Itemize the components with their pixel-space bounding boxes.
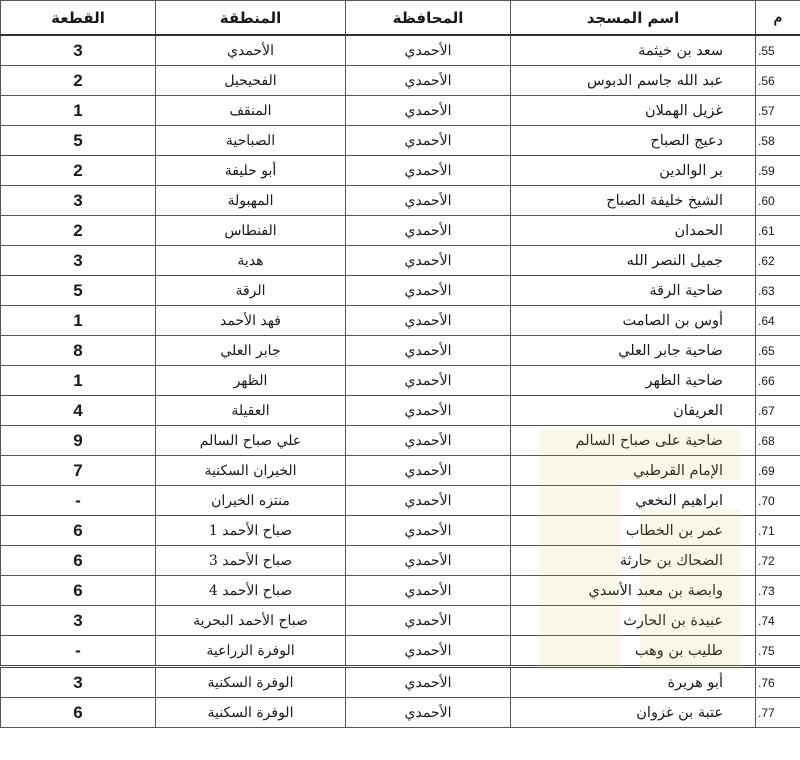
region-cell: علي صباح السالم xyxy=(156,426,346,456)
plot-cell: 1 xyxy=(1,306,156,336)
region-cell: الوفرة السكنية xyxy=(156,698,346,728)
table-row xyxy=(1,156,800,186)
index-cell: .72 xyxy=(756,546,800,576)
table-row xyxy=(1,96,800,126)
plot-cell: 5 xyxy=(1,126,156,156)
mosque-name-cell: ضاحية الظهر xyxy=(511,366,756,396)
mosque-name-cell: وابصة بن معبد الأسدي xyxy=(511,576,756,606)
mosque-name-cell: عبد الله جاسم الدبوس xyxy=(511,66,756,96)
plot-cell: 3 xyxy=(1,186,156,216)
mosque-name-cell: جميل النصر الله xyxy=(511,246,756,276)
table-row xyxy=(1,486,800,516)
governorate-cell: الأحمدي xyxy=(346,35,511,66)
region-cell: صباح الأحمد 1 xyxy=(156,516,346,546)
plot-cell: 5 xyxy=(1,276,156,306)
table-row xyxy=(1,276,800,306)
mosque-name-cell: العريفان xyxy=(511,396,756,426)
index-cell: .75 xyxy=(756,636,800,667)
table-row xyxy=(1,35,800,66)
governorate-cell: الأحمدي xyxy=(346,306,511,336)
table-row xyxy=(1,306,800,336)
plot-cell: 3 xyxy=(1,606,156,636)
index-cell: .58 xyxy=(756,126,800,156)
mosque-name-cell: دعيج الصباح xyxy=(511,126,756,156)
region-cell: الوفرة السكنية xyxy=(156,667,346,698)
index-cell: .67 xyxy=(756,396,800,426)
governorate-cell: الأحمدي xyxy=(346,186,511,216)
index-cell: .65 xyxy=(756,336,800,366)
governorate-cell: الأحمدي xyxy=(346,276,511,306)
mosque-name-cell: ابراهيم النخعي xyxy=(511,486,756,516)
plot-cell: 1 xyxy=(1,96,156,126)
table-row xyxy=(1,66,800,96)
mosque-name-cell: بر الوالدين xyxy=(511,156,756,186)
governorate-cell: الأحمدي xyxy=(346,636,511,667)
region-cell: الأحمدي xyxy=(156,35,346,66)
governorate-cell: الأحمدي xyxy=(346,486,511,516)
table-row xyxy=(1,186,800,216)
region-cell: المهبولة xyxy=(156,186,346,216)
governorate-cell: الأحمدي xyxy=(346,366,511,396)
table-row xyxy=(1,246,800,276)
table-row xyxy=(1,366,800,396)
index-cell: .62 xyxy=(756,246,800,276)
table-row xyxy=(1,636,800,667)
governorate-cell: الأحمدي xyxy=(346,698,511,728)
header-mosque-name: اسم المسجد xyxy=(511,1,756,36)
plot-cell: 6 xyxy=(1,546,156,576)
region-cell: منتزه الخيران xyxy=(156,486,346,516)
region-cell: المنقف xyxy=(156,96,346,126)
plot-cell: 2 xyxy=(1,66,156,96)
table-row xyxy=(1,336,800,366)
table-row xyxy=(1,516,800,546)
plot-cell: 9 xyxy=(1,426,156,456)
table-body xyxy=(1,35,800,728)
header-index: م xyxy=(756,1,800,36)
index-cell: .73 xyxy=(756,576,800,606)
mosque-name-cell: أوس بن الصامت xyxy=(511,306,756,336)
region-cell: أبو حليفة xyxy=(156,156,346,186)
index-cell: .61 xyxy=(756,216,800,246)
table-row xyxy=(1,576,800,606)
index-cell: .66 xyxy=(756,366,800,396)
index-cell: .56 xyxy=(756,66,800,96)
table-row xyxy=(1,216,800,246)
region-cell: الوفرة الزراعية xyxy=(156,636,346,667)
region-cell: الرقة xyxy=(156,276,346,306)
table-row xyxy=(1,546,800,576)
plot-cell: 6 xyxy=(1,576,156,606)
plot-cell: 3 xyxy=(1,35,156,66)
region-cell: الظهر xyxy=(156,366,346,396)
region-cell: صباح الأحمد 4 xyxy=(156,576,346,606)
region-cell: فهد الأحمد xyxy=(156,306,346,336)
index-cell: .57 xyxy=(756,96,800,126)
index-cell: .63 xyxy=(756,276,800,306)
table-header-row xyxy=(1,1,800,36)
table-row xyxy=(1,606,800,636)
region-cell: صباح الأحمد البحرية xyxy=(156,606,346,636)
header-governorate: المحافظة xyxy=(346,1,511,36)
governorate-cell: الأحمدي xyxy=(346,96,511,126)
table-row xyxy=(1,667,800,698)
mosque-name-cell: عبيدة بن الحارث xyxy=(511,606,756,636)
governorate-cell: الأحمدي xyxy=(346,66,511,96)
mosque-name-cell: غزيل الهملان xyxy=(511,96,756,126)
mosque-name-cell: عمر بن الخطاب xyxy=(511,516,756,546)
governorate-cell: الأحمدي xyxy=(346,606,511,636)
mosque-name-cell: ضاحية الرقة xyxy=(511,276,756,306)
table-row xyxy=(1,126,800,156)
header-plot: القطعة xyxy=(1,1,156,36)
region-cell: الخيران السكنية xyxy=(156,456,346,486)
plot-cell: 3 xyxy=(1,246,156,276)
plot-cell: 6 xyxy=(1,516,156,546)
plot-cell: 7 xyxy=(1,456,156,486)
governorate-cell: الأحمدي xyxy=(346,426,511,456)
index-cell: .68 xyxy=(756,426,800,456)
governorate-cell: الأحمدي xyxy=(346,126,511,156)
governorate-cell: الأحمدي xyxy=(346,336,511,366)
plot-cell: 2 xyxy=(1,216,156,246)
governorate-cell: الأحمدي xyxy=(346,516,511,546)
mosque-name-cell: الضحاك بن حارثة xyxy=(511,546,756,576)
table-row xyxy=(1,456,800,486)
index-cell: .70 xyxy=(756,486,800,516)
region-cell: الفنطاس xyxy=(156,216,346,246)
header-region: المنطقة xyxy=(156,1,346,36)
mosque-name-cell: عتبة بن غزوان xyxy=(511,698,756,728)
index-cell: .60 xyxy=(756,186,800,216)
region-cell: العقيلة xyxy=(156,396,346,426)
governorate-cell: الأحمدي xyxy=(346,396,511,426)
region-cell: هدية xyxy=(156,246,346,276)
mosque-name-cell: ضاحية جابر العلي xyxy=(511,336,756,366)
region-cell: جابر العلي xyxy=(156,336,346,366)
region-cell: صباح الأحمد 3 xyxy=(156,546,346,576)
table-row xyxy=(1,426,800,456)
table-row xyxy=(1,396,800,426)
index-cell: .76 xyxy=(756,667,800,698)
plot-cell: 2 xyxy=(1,156,156,186)
governorate-cell: الأحمدي xyxy=(346,576,511,606)
region-cell: الصباحية xyxy=(156,126,346,156)
index-cell: .55 xyxy=(756,35,800,66)
governorate-cell: الأحمدي xyxy=(346,546,511,576)
table-row xyxy=(1,698,800,728)
plot-cell: 6 xyxy=(1,698,156,728)
mosque-name-cell: ضاحية على صباح السالم xyxy=(511,426,756,456)
mosque-name-cell: أبو هريرة xyxy=(511,667,756,698)
plot-cell: 3 xyxy=(1,667,156,698)
plot-cell: 4 xyxy=(1,396,156,426)
governorate-cell: الأحمدي xyxy=(346,246,511,276)
region-cell: الفحيحيل xyxy=(156,66,346,96)
index-cell: .74 xyxy=(756,606,800,636)
index-cell: .69 xyxy=(756,456,800,486)
mosque-name-cell: طليب بن وهب xyxy=(511,636,756,667)
mosque-name-cell: سعد بن خيثمة xyxy=(511,35,756,66)
governorate-cell: الأحمدي xyxy=(346,667,511,698)
mosque-name-cell: الإمام القرطبي xyxy=(511,456,756,486)
index-cell: .77 xyxy=(756,698,800,728)
governorate-cell: الأحمدي xyxy=(346,456,511,486)
plot-cell: 1 xyxy=(1,366,156,396)
plot-cell: 8 xyxy=(1,336,156,366)
plot-cell: - xyxy=(1,486,156,516)
index-cell: .64 xyxy=(756,306,800,336)
index-cell: .71 xyxy=(756,516,800,546)
governorate-cell: الأحمدي xyxy=(346,216,511,246)
governorate-cell: الأحمدي xyxy=(346,156,511,186)
plot-cell: - xyxy=(1,636,156,667)
mosque-name-cell: الشيخ خليفة الصباح xyxy=(511,186,756,216)
mosque-name-cell: الحمدان xyxy=(511,216,756,246)
index-cell: .59 xyxy=(756,156,800,186)
